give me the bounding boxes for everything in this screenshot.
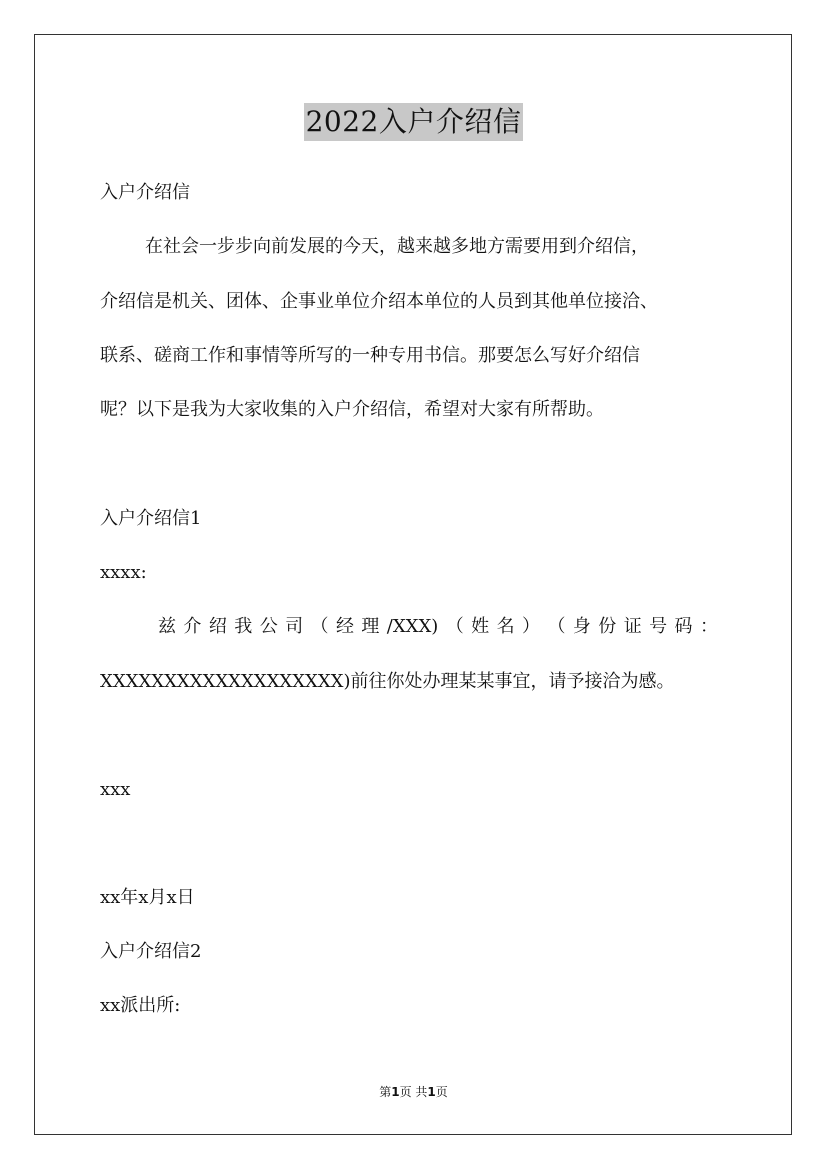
letter1-body-char: 份 [598, 616, 617, 637]
letter1-body-char: 司 [285, 616, 304, 637]
letter1-body-char: （ [310, 616, 329, 637]
letter1-body-char: 姓 [471, 616, 490, 637]
letter1-body-char: （ [445, 616, 464, 637]
letter1-body-line-2: XXXXXXXXXXXXXXXXXXX)前往你处办理某某事宜，请予接洽为感。 [100, 671, 675, 692]
letter1-salutation: xxxx: [100, 562, 147, 583]
footer-page-mid: 页 共 [399, 1085, 428, 1099]
title-container [0, 103, 827, 141]
footer-page-prefix: 第 [379, 1085, 392, 1099]
letter1-body-char: 身 [572, 616, 591, 637]
footer-page-total: 1 [427, 1085, 436, 1099]
letter1-heading: 入户介绍信1 [100, 508, 202, 529]
footer-page-suffix: 页 [435, 1085, 448, 1099]
intro-line-1: 在社会一步步向前发展的今天，越来越多地方需要用到介绍信， [145, 236, 649, 257]
letter1-signature: xxx [100, 779, 131, 800]
letter1-body-char: 经 [335, 616, 354, 637]
letter1-body-char: 介 [183, 616, 202, 637]
letter1-body-char: /XXX) [386, 616, 439, 637]
letter1-body-line-1 [158, 615, 718, 639]
letter1-body-char: ： [699, 616, 718, 637]
intro-line-2: 介绍信是机关、团体、企事业单位介绍本单位的人员到其他单位接洽、 [100, 291, 658, 312]
letter1-body-char: 号 [649, 616, 668, 637]
letter2-heading: 入户介绍信2 [100, 941, 202, 962]
letter1-body-char: 证 [623, 616, 642, 637]
letter1-body-char: 名 [496, 616, 515, 637]
letter1-body-char: 我 [234, 616, 253, 637]
letter1-body-char: 码 [674, 616, 693, 637]
letter1-body-char: 绍 [208, 616, 227, 637]
intro-line-4: 呢？以下是我为大家收集的入户介绍信，希望对大家有所帮助。 [100, 399, 604, 420]
footer-page-current: 1 [391, 1085, 400, 1099]
letter1-body-char: 理 [361, 616, 380, 637]
section-heading: 入户介绍信 [100, 182, 190, 203]
letter2-salutation: xx派出所: [100, 995, 181, 1016]
letter1-body-char: 兹 [158, 616, 176, 637]
document-title: 2022入户介绍信 [304, 103, 524, 141]
page-footer [0, 1084, 827, 1100]
letter1-body-char: 公 [259, 616, 278, 637]
letter1-body-char: ） [522, 616, 541, 637]
intro-line-3: 联系、磋商工作和事情等所写的一种专用书信。那要怎么写好介绍信 [100, 345, 640, 366]
letter1-body-char: （ [547, 616, 566, 637]
letter1-date: xx年x月x日 [100, 887, 195, 908]
